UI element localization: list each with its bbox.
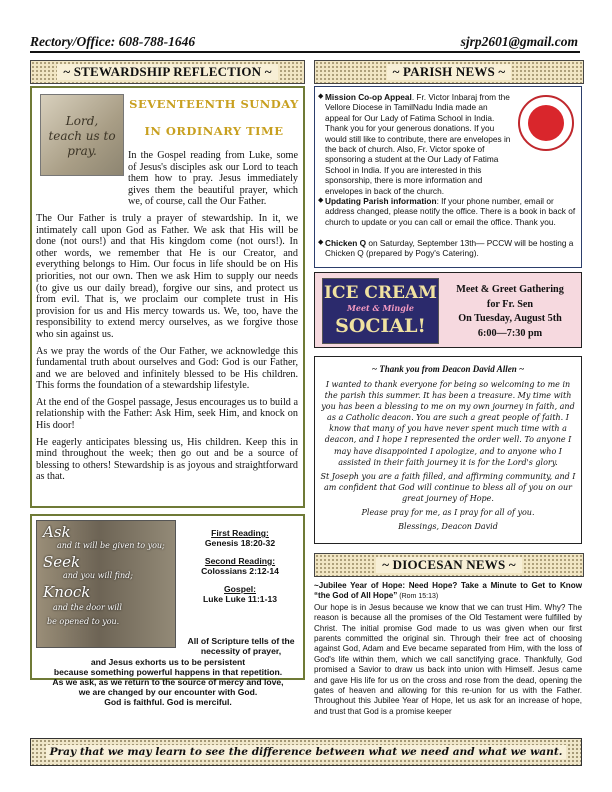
mission-text: . Fr. Victor Inbaraj from the Vellore Diocese in TamilNadu India made an appeal for Our Lady of Fatima School in India. Thank you for your generous donations. If you would still like to contribute, there are envelopes in the back of church. Also, Fr. Victor spoke of sponsoring a student at the Our Lady of Fatima School in India. If you are interested in this sponsorship, there is more information and envelopes in back of the church. [325, 92, 511, 196]
stewardship-paragraph: As we pray the words of the Our Father, we acknowledge this fundamental truth about ourselves and God: God is our Father, and we are beloved and infinitely blessed to be His children. This forms the foundation of a stewardship lifestyle. [36, 345, 298, 392]
gospel-label: Gospel: [224, 584, 256, 594]
stewardship-paragraph: He eagerly anticipates blessing us, His children. Keep this in mind throughout the week; then go out and be a source of blessing to others! Stewardship is as joyous and straightforward as that. [36, 436, 298, 483]
stewardship-lead: In the Gospel reading from Luke, some of Jesus's disciples ask our Lord to teach them how to pray. Jesus immediately gives them the beautiful prayer, which we, of course, call the Our Father. [128, 150, 298, 208]
summary-line: necessity of prayer, [200, 646, 282, 656]
footer-banner [30, 738, 582, 766]
deacon-paragraph: St Joseph you are a faith filled, and affirming community, and I am confident that God will continue to bless all of you on our great journey of Hope. [320, 471, 576, 503]
readings-summary-bottom [34, 657, 302, 707]
header-line [30, 34, 578, 52]
social-details [440, 283, 580, 341]
mission-title: Mission Co-op Appeal [325, 92, 412, 102]
logo-line: ICE CREAM [324, 283, 437, 303]
first-reading-ref: Genesis 18:20-32 [204, 538, 276, 548]
sunday-title-line2: IN ORDINARY TIME [144, 124, 284, 138]
summary-line: All of Scripture tells of the [187, 636, 295, 646]
stewardship-paragraph: At the end of the Gospel passage, Jesus encourages us to build a relationship with the Father: Ask Him, seek Him, and knock on His door! [36, 396, 298, 432]
chicken-text: on Saturday, September 13th— PCCW will be hosting a Chicken Q (prepared by Pogy's Catering). [325, 238, 574, 259]
updating-text: : If your phone number, email or address changed, please notify the office. There is a book in back of church to update or you can call or email the office. Thank you. [325, 196, 576, 227]
header-divider [30, 51, 580, 53]
image-text-line: Seek [43, 553, 81, 571]
sunday-title-line1: SEVENTEENTH SUNDAY [129, 97, 299, 111]
summary-line: and Jesus exhorts us to be persistent [90, 657, 246, 667]
deacon-title: ~ Thank you from Deacon David Allen ~ [371, 364, 525, 374]
logo-line: SOCIAL! [335, 315, 426, 337]
image-text-line: Ask [43, 523, 71, 541]
diamond-bullet-icon: ◆ [318, 197, 324, 204]
chicken-title: Chicken Q [325, 238, 367, 248]
diamond-bullet-icon: ◆ [318, 239, 324, 246]
summary-line: God is faithful. God is merciful. [104, 697, 232, 707]
first-reading-label: First Reading: [211, 528, 269, 538]
diocesan-body: Our hope is in Jesus because we know that we can trust Him. Why? The reason is because all the promises of the Old Testament were fulfilled by Christ. The initial promise God made to us was given when our first parents committed the original sin. Through their free act of choosing against God, Adam and Eve became separated from Him, with the loss of God's life within them, which we call sanctifying grace. Thankfully, God promised a Savior to draw us back into union with Himself. Jesus came and gave His life for us on the cross and rose from the dead, opening the gates of heaven and allowing for this re-union for us with the Father. Throughout this Jubilee Year of Hope, let us ask for an increase of hope, and trust that God is a promise keeper [314, 602, 582, 716]
stewardship-article [36, 150, 298, 502]
image-text-line: teach us to [48, 129, 116, 143]
image-text-line: pray. [67, 144, 97, 158]
stewardship-paragraph: The Our Father is truly a prayer of stewardship. In it, we intimately call upon God as Father. We ask that His will be done (not ours!) and that His kingdom come (not ours!). In other words, we remember that He is our Creator, and everything belongs to Him. Our focus in life should be on His priorities, not our own. Then we ask Him to supply our needs (to give us our daily bread), forgive our sins, and protect us from evil. That is, we proclaim our complete trust in His provision for us and His mercy towards us. We, too, have the responsibility to extend mercy ourselves, as we forgive those who sin against us. [36, 212, 298, 340]
social-line: 6:00—7:30 pm [477, 327, 543, 339]
image-text-line: be opened to you. [47, 617, 120, 626]
deacon-signature: Blessings, Deacon David [398, 522, 498, 532]
gospel-ref: Luke Luke 11:1-13 [202, 594, 278, 604]
parish-banner [314, 60, 584, 84]
summary-line: we are changed by our encounter with God. [78, 687, 258, 697]
stewardship-banner [30, 60, 305, 84]
mission-appeal-item [318, 92, 513, 196]
chicken-q-item [318, 238, 578, 259]
parish-banner-label: ~ PARISH NEWS ~ [387, 64, 512, 80]
second-reading-label: Second Reading: [204, 556, 276, 566]
updating-info-item [318, 196, 578, 227]
diamond-bullet-icon: ◆ [318, 93, 324, 100]
image-text-line: Knock [43, 583, 91, 601]
summary-line: because something powerful happens in that repetition. [53, 667, 283, 677]
deacon-paragraph: I wanted to thank everyone for being so welcoming to me in the parish this summer. It has been a treasure. My time with you has been a blessing to me on my own journey in faith, and as a Catholic deacon. You are such a great people of faith. I know that many of you have never spent much time with a deacon, and I hope I represented the order well. To anyone I may have disappointed I apologize, and to anyone who I assisted in their faith journey it is for the Lord's glory. [321, 380, 575, 467]
email-address[interactable]: sjrp2601@gmail.com [460, 34, 578, 49]
diocese-seal-icon [518, 95, 574, 151]
diocesan-title: ~Jubilee Year of Hope: Need Hope? Take a Minute to Get to Know “the God of All Hope” [314, 581, 582, 601]
diocesan-ref: (Rom 15:13) [397, 593, 439, 601]
diocesan-banner [314, 553, 584, 577]
ask-seek-knock-image [36, 520, 176, 648]
summary-line: As we ask, as we return to the source of mercy and love, [52, 677, 284, 687]
deacon-paragraph: Please pray for me, as I pray for all of you. [361, 508, 535, 518]
social-line: for Fr. Sen [486, 298, 534, 310]
social-line: Meet & Greet Gathering [456, 284, 564, 295]
diocesan-banner-label: ~ DIOCESAN NEWS ~ [376, 557, 522, 573]
image-text-line: and it will be given to you; [57, 541, 165, 550]
image-text-line: and you will find; [63, 571, 133, 580]
logo-line: Meet & Mingle [347, 303, 414, 313]
image-text-line: and the door will [53, 603, 122, 612]
deacon-message [320, 379, 576, 532]
readings-list [186, 528, 294, 604]
social-line: On Tuesday, August 5th [458, 313, 562, 324]
second-reading-ref: Colossians 2:12-14 [201, 566, 279, 576]
updating-title: Updating Parish information [325, 196, 437, 206]
footer-text: Pray that we may learn to see the difference between what we need and what we want. [46, 745, 567, 759]
readings-summary-top [184, 636, 298, 656]
image-text-line: Lord, [65, 114, 99, 128]
diocesan-article [314, 581, 582, 717]
stewardship-banner-label: ~ STEWARDSHIP REFLECTION ~ [57, 64, 277, 80]
office-phone: Rectory/Office: 608-788-1646 [30, 34, 196, 49]
ice-cream-social-logo [322, 278, 439, 344]
